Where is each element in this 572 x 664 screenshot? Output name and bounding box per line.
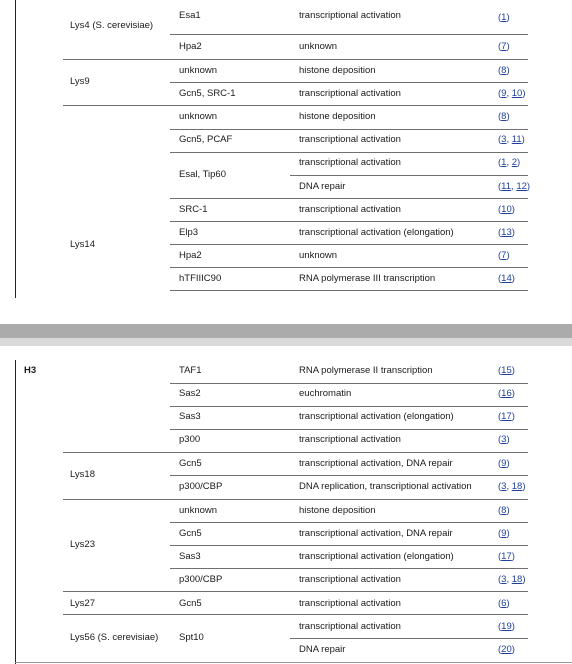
reference-link[interactable]: 8 [501,111,507,122]
page-break-separator [0,324,572,338]
enzyme-cell: Elp3 [179,227,199,238]
enzyme-cell: Sas3 [179,551,201,562]
reference-link[interactable]: 2 [511,157,518,168]
reference-link[interactable]: 18 [511,481,523,492]
function-cell: transcriptional activation [299,204,401,215]
function-cell: transcriptional activation [299,574,401,585]
function-cell: transcriptional activation [299,598,401,609]
reference-cell: (6) [498,598,510,609]
row-divider [170,221,528,222]
site-label: Lys56 (S. cerevisiae) [70,632,159,643]
function-cell: histone deposition [299,111,376,122]
enzyme-cell: TAF1 [179,365,202,376]
row-divider [170,545,528,546]
function-cell: histone deposition [299,65,376,76]
reference-link[interactable]: 15 [501,365,512,376]
reference-link[interactable]: 16 [501,388,512,399]
row-divider [170,198,528,199]
enzyme-cell: Gcn5, PCAF [179,134,233,145]
enzyme-cell: Gcn5 [179,528,202,539]
reference-link[interactable]: 8 [501,505,507,516]
site-label: Lys4 (S. cerevisiae) [70,20,154,31]
reference-link[interactable]: 11 [501,181,512,192]
function-cell: unknown [299,41,338,52]
reference-cell: (13) [498,227,515,238]
row-divider [170,522,528,523]
site-label: Lys18 [70,469,95,480]
reference-link[interactable]: 1 [501,157,507,168]
enzyme-cell: Sas3 [179,411,201,422]
row-divider [170,82,528,83]
enzyme-cell: unknown [179,65,218,76]
row-divider [63,59,528,60]
enzyme-cell: Gcn5, SRC-1 [179,88,236,99]
reference-link[interactable]: 3 [501,434,507,445]
reference-cell: (14) [498,273,515,284]
row-divider [170,383,528,384]
row-divider [290,175,528,176]
reference-link[interactable]: 9 [501,458,507,469]
function-cell: euchromatin [299,388,352,399]
row-divider [63,614,528,615]
reference-cell: (7) [498,41,510,52]
reference-link[interactable]: 10 [511,88,523,99]
reference-link[interactable]: 7 [501,41,507,52]
row-divider [170,475,528,476]
reference-cell: (17) [498,551,515,562]
reference-cell: (15) [498,365,515,376]
row-divider [170,568,528,569]
row-divider [170,152,528,153]
reference-cell: (8) [498,65,510,76]
enzyme-cell: Gcn5 [179,458,202,469]
reference-link[interactable]: 13 [501,227,512,238]
function-cell: transcriptional activation [299,88,401,99]
function-cell: transcriptional activation, DNA repair [299,528,453,539]
row-divider [63,591,528,592]
enzyme-cell: p300/CBP [179,574,223,585]
function-cell: transcriptional activation [299,134,401,145]
reference-cell: (8) [498,111,510,122]
row-divider [170,290,528,291]
reference-link[interactable]: 9 [501,528,507,539]
reference-cell: (9, 10) [498,88,526,99]
row-divider [170,429,528,430]
reference-link[interactable]: 7 [501,250,507,261]
reference-link[interactable]: 10 [501,204,512,215]
site-label: Lys9 [70,76,90,87]
function-cell: transcriptional activation, DNA repair [299,458,453,469]
enzyme-cell: p300 [179,434,201,445]
enzyme-cell: Spt10 [179,632,204,643]
table-bottom-border [15,662,572,663]
function-cell: RNA polymerase III transcription [299,273,436,284]
reference-cell: (3) [498,434,510,445]
row-divider [170,406,528,407]
enzyme-cell: Sas2 [179,388,201,399]
function-cell: transcriptional activation (elongation) [299,411,454,422]
reference-link[interactable]: 3 [501,134,507,145]
site-label: Lys14 [70,239,95,250]
function-cell: DNA repair [299,644,346,655]
reference-cell: (17) [498,411,515,422]
histone-label: H3 [24,365,37,376]
reference-cell: (3, 18) [498,574,526,585]
reference-link[interactable]: 17 [501,411,512,422]
reference-cell: (11, 12) [498,181,531,192]
row-divider [290,638,528,639]
reference-link[interactable]: 20 [501,644,512,655]
bottom-page [0,346,572,664]
page-break-shadow [0,338,572,346]
reference-link[interactable]: 3 [501,574,507,585]
reference-cell: (9) [498,528,510,539]
enzyme-cell: p300/CBP [179,481,223,492]
reference-cell: (7) [498,250,510,261]
enzyme-cell: Hpa2 [179,41,202,52]
row-divider [63,105,528,106]
enzyme-cell: Esa1 [179,10,201,21]
function-cell: DNA repair [299,181,346,192]
enzyme-cell: unknown [179,111,218,122]
reference-cell: (8) [498,505,510,516]
left-table-border [15,360,16,664]
enzyme-cell: hTFIIIC90 [179,273,222,284]
reference-link[interactable]: 3 [501,481,507,492]
enzyme-cell: Gcn5 [179,598,202,609]
function-cell: RNA polymerase II transcription [299,365,433,376]
function-cell: transcriptional activation [299,157,401,168]
reference-cell: (1, 2) [498,157,521,168]
function-cell: transcriptional activation [299,621,401,632]
reference-link[interactable]: 12 [516,181,527,192]
reference-link[interactable]: 6 [501,598,507,609]
row-divider [170,34,528,35]
reference-link[interactable]: 11 [511,134,522,145]
reference-cell: (9) [498,458,510,469]
left-table-border [15,0,16,298]
reference-cell: (16) [498,388,515,399]
enzyme-cell: SRC-1 [179,204,208,215]
reference-link[interactable]: 19 [501,621,512,632]
function-cell: DNA replication, transcriptional activation [299,481,472,492]
reference-cell: (3, 18) [498,481,526,492]
reference-link[interactable]: 1 [501,12,507,23]
reference-cell: (20) [498,644,515,655]
row-divider [170,244,528,245]
enzyme-cell: Esal, Tip60 [179,169,226,180]
function-cell: transcriptional activation (elongation) [299,551,454,562]
function-cell: transcriptional activation [299,434,401,445]
site-label: Lys27 [70,598,95,609]
reference-cell: (19) [498,621,515,632]
reference-link[interactable]: 17 [501,551,512,562]
row-divider [63,499,528,500]
function-cell: transcriptional activation (elongation) [299,227,454,238]
top-page [0,0,572,324]
row-divider [170,129,528,130]
row-divider [63,452,528,453]
reference-cell: (1) [498,12,510,23]
reference-link[interactable]: 8 [501,65,507,76]
row-divider [170,267,528,268]
enzyme-cell: unknown [179,505,218,516]
site-label: Lys23 [70,539,95,550]
reference-link[interactable]: 18 [511,574,523,585]
reference-link[interactable]: 14 [501,273,512,284]
reference-link[interactable]: 9 [501,88,507,99]
reference-cell: (10) [498,204,515,215]
function-cell: histone deposition [299,505,376,516]
enzyme-cell: Hpa2 [179,250,202,261]
function-cell: transcriptional activation [299,10,401,21]
reference-cell: (3, 11) [498,134,525,145]
function-cell: unknown [299,250,338,261]
